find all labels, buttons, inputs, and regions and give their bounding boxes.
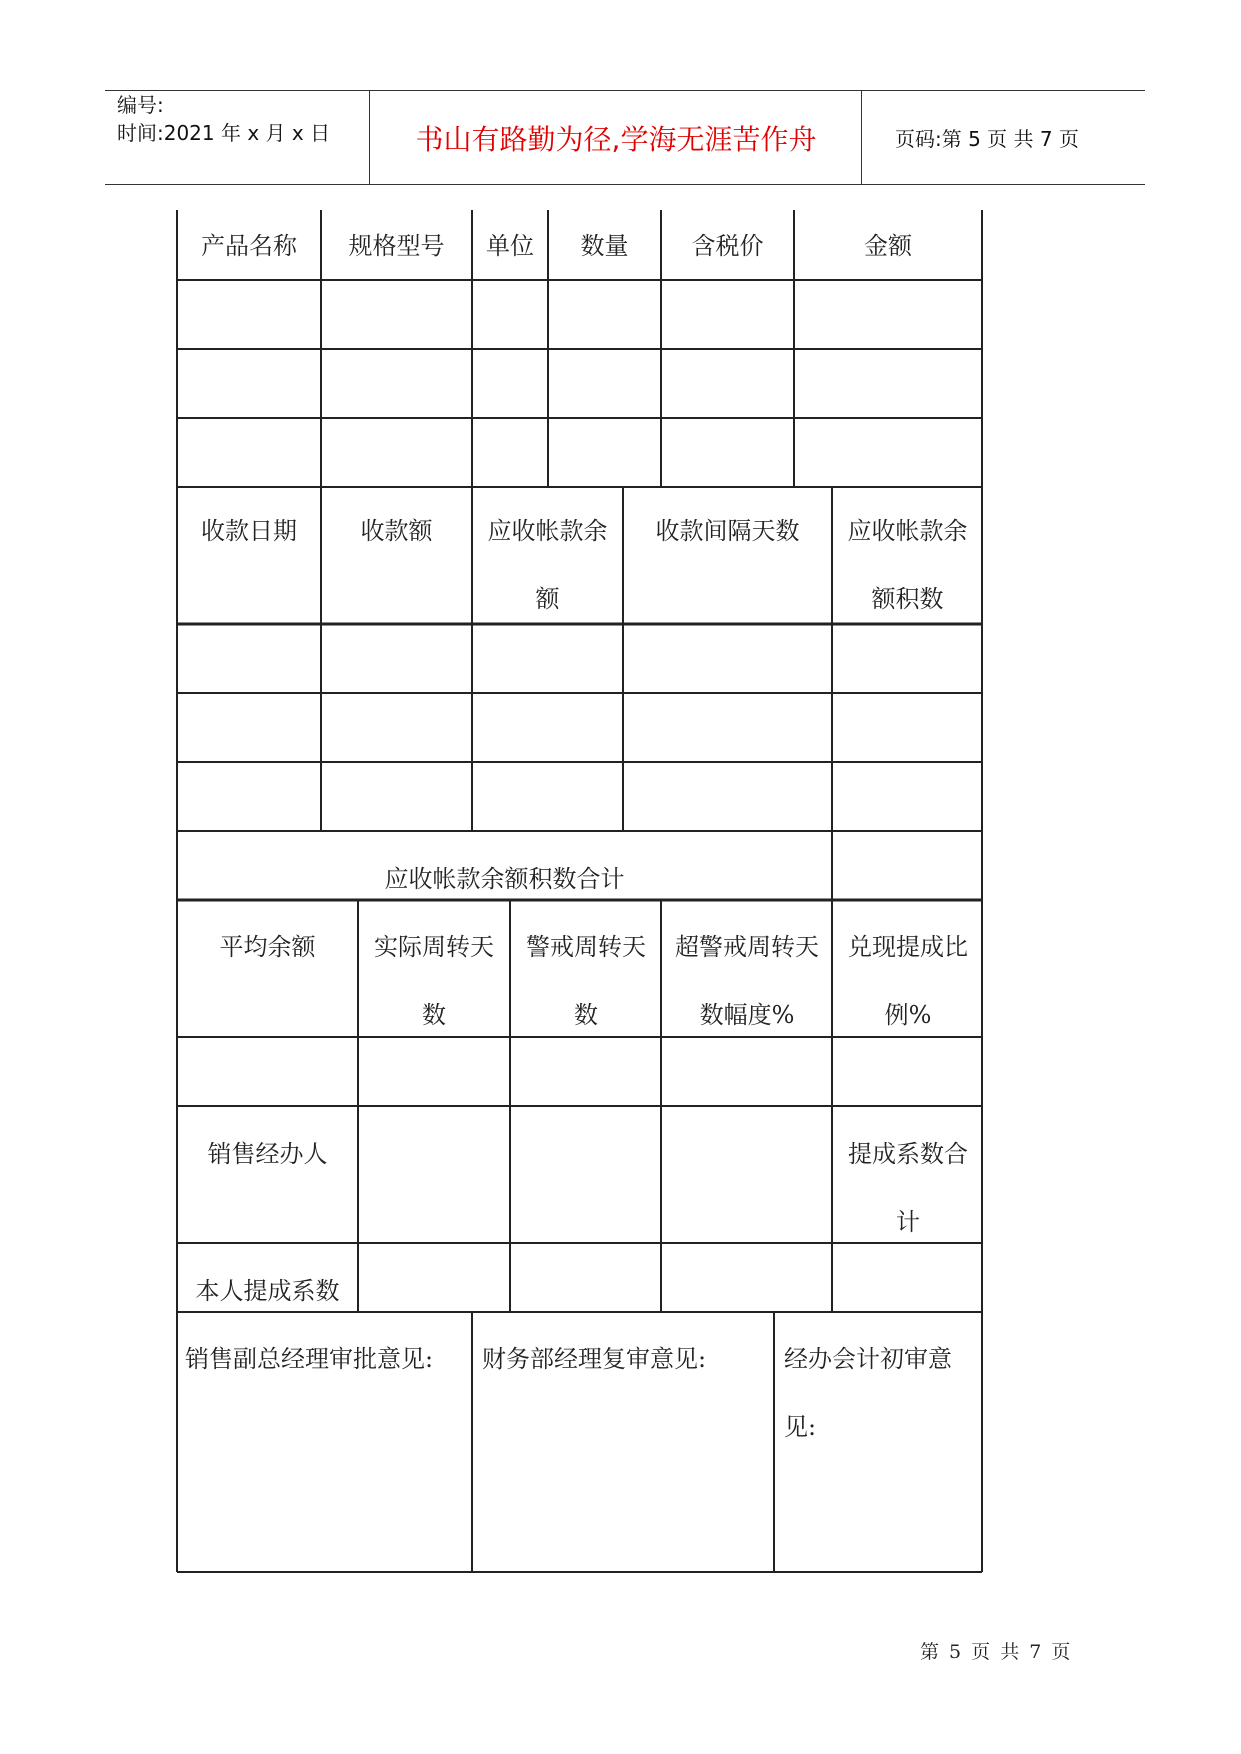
header-quantity: 数量 [580,232,629,260]
vp-approval-label: 销售副总经理审批意见: [185,1345,434,1373]
header-page-number: 页码:第 5 页 共 7 页 [895,127,1079,151]
document-number-label: 编号: [117,93,164,117]
header-motto: 书山有路勤为径,学海无涯苦作舟 [415,122,817,156]
header-average-balance: 平均余额 [219,933,316,961]
header-receipt-interval-days: 收款间隔天数 [655,517,800,545]
header-tax-price: 含税价 [691,232,764,260]
header-over-warning-range: 超警戒周转天数幅度% [675,933,819,1029]
sales-person-label: 销售经办人 [207,1140,328,1168]
header-commission-ratio: 兑现提成比例% [848,933,968,1029]
sum-label: 应收帐款余额积数合计 [384,865,625,893]
header-receivable-balance-product: 应收帐款余额积数 [847,517,968,613]
commission-total-label: 提成系数合计 [848,1140,968,1236]
header-receipt-date: 收款日期 [201,517,297,545]
finance-review-label: 财务部经理复审意见: [482,1345,707,1373]
header-amount: 金额 [864,232,912,260]
document-time-label: 时间:2021 年 x 月 x 日 [117,121,331,145]
accountant-review-label: 经办会计初审意见: [784,1345,952,1441]
header-warning-turnover-days: 警戒周转天数 [526,933,646,1029]
header-spec-model: 规格型号 [348,232,445,260]
header-actual-turnover-days: 实际周转天数 [374,933,494,1029]
page-footer: 第 5 页 共 7 页 [920,1641,1073,1663]
header-unit: 单位 [486,232,534,260]
header-receivable-balance: 应收帐款余额 [487,517,608,613]
header-receipt-amount: 收款额 [360,517,433,545]
header-product-name: 产品名称 [201,232,297,260]
own-commission-label: 本人提成系数 [195,1277,340,1305]
